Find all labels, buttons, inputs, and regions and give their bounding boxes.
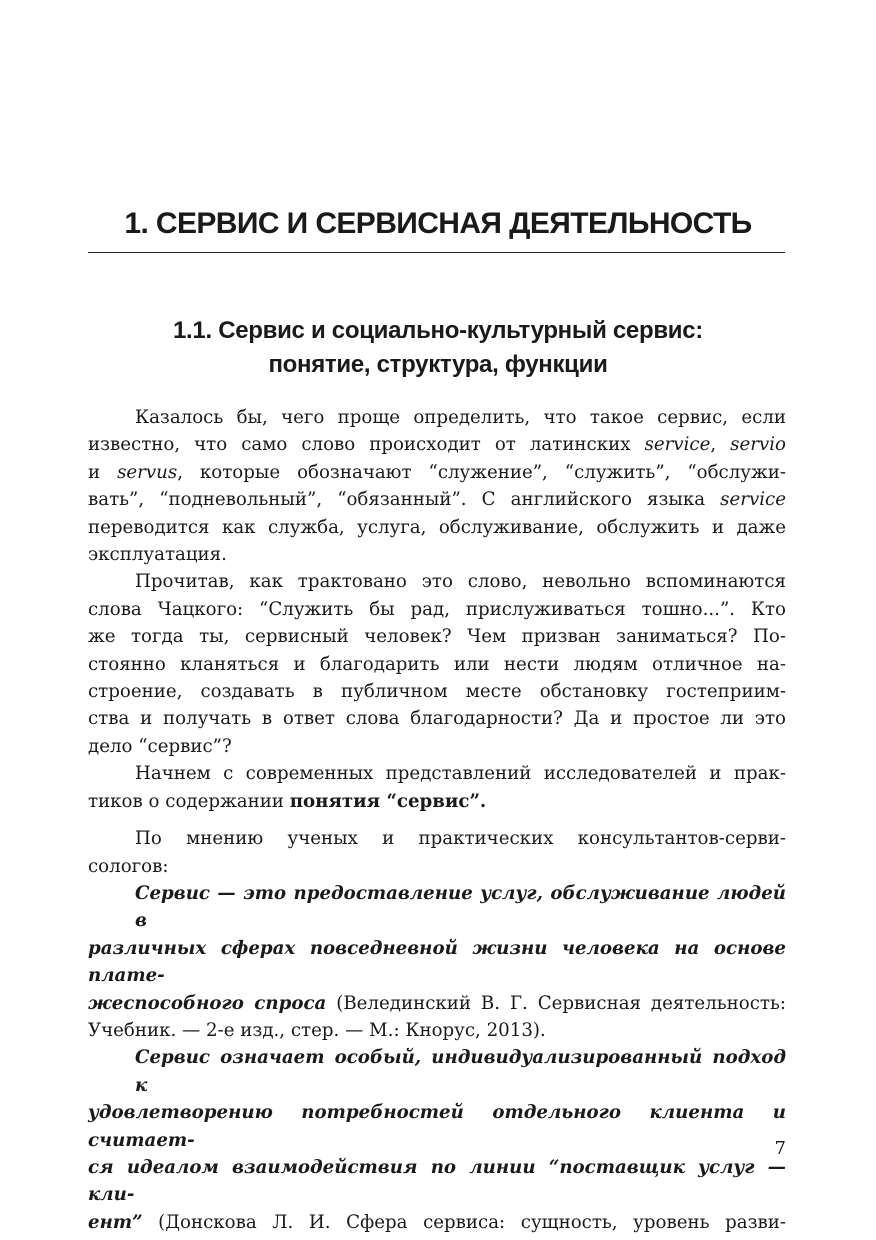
text-line: ства и получать в ответ слова благодарности? Да и простое ли это bbox=[88, 708, 786, 730]
section-title-line2: понятие, структура, функции bbox=[268, 351, 608, 378]
text-line: жеспособного спроса (Велединский В. Г. Сервисная деятельность: bbox=[88, 992, 786, 1014]
body-text bbox=[88, 404, 786, 1236]
definition-1 bbox=[88, 880, 786, 1044]
paragraph-4 bbox=[88, 825, 786, 880]
text-line: тиков о содержании понятия “сервис”. bbox=[88, 790, 487, 812]
text-line: дело “сервис”? bbox=[88, 735, 232, 757]
text-line: стоянно кланяться и благодарить или нести людям отличное на- bbox=[88, 653, 786, 675]
paragraph-3 bbox=[88, 760, 786, 815]
text-line: Учебник. — 2-е изд., стер. — М.: Кнорус, 2013). bbox=[88, 1019, 546, 1041]
text-line: Сервис означает особый, индивидуализированный подход к bbox=[135, 1047, 786, 1096]
text-line: Прочитав, как трактовано это слово, невольно вспоминаются bbox=[135, 571, 786, 593]
text-line: вать”, “подневольный”, “обязанный”. С английского языка service bbox=[88, 489, 786, 511]
text-line: и servus, которые обозначают “служение”, “служить”, “обслужи- bbox=[88, 461, 786, 483]
section-title-line1: 1.1. Сервис и социально-культурный сервис: bbox=[173, 317, 703, 344]
text-line: ся идеалом взаимодействия по линии “поставщик услуг — кли- bbox=[88, 1156, 786, 1206]
text-line: же тогда ты, сервисный человек? Чем призван заниматься? По- bbox=[88, 626, 786, 648]
text-line: сологов: bbox=[88, 855, 169, 877]
text-line: Казалось бы, чего проще определить, что такое сервис, если bbox=[135, 407, 786, 428]
paragraph-1 bbox=[88, 404, 786, 568]
definition-2 bbox=[88, 1044, 786, 1236]
text-line: удовлетворению потребностей отдельного клиента и считает- bbox=[88, 1102, 786, 1151]
text-line: ент” (Донскова Л. И. Сфера сервиса: сущность, уровень разви- bbox=[88, 1211, 786, 1233]
text-line: Сервис — это предоставление услуг, обслуживание людей в bbox=[135, 882, 786, 932]
text-line: переводится как служба, услуга, обслуживание, обслужить и даже bbox=[88, 516, 786, 538]
text-line: известно, что само слово происходит от латинских service, servio bbox=[88, 434, 786, 456]
chapter-title: 1. СЕРВИС И СЕРВИСНАЯ ДЕЯТЕЛЬНОСТЬ bbox=[124, 207, 752, 240]
paragraph-2 bbox=[88, 568, 786, 760]
section-title bbox=[88, 314, 788, 382]
text-line: слова Чацкого: “Служить бы рад, прислуживаться тошно...”. Кто bbox=[88, 598, 786, 620]
text-line: По мнению ученых и практических консультантов-серви- bbox=[135, 828, 786, 850]
text-line: Начнем с современных представлений исследователей и прак- bbox=[135, 763, 786, 785]
text-line: строение, создавать в публичном месте обстановку гостеприим- bbox=[88, 681, 786, 703]
text-line: эксплуатация. bbox=[88, 544, 227, 566]
chapter-divider bbox=[88, 252, 785, 253]
term-service: понятия “сервис”. bbox=[289, 790, 487, 812]
text-line: различных сферах повседневной жизни человека на основе плате- bbox=[88, 937, 786, 987]
page-number: 7 bbox=[774, 1138, 786, 1159]
